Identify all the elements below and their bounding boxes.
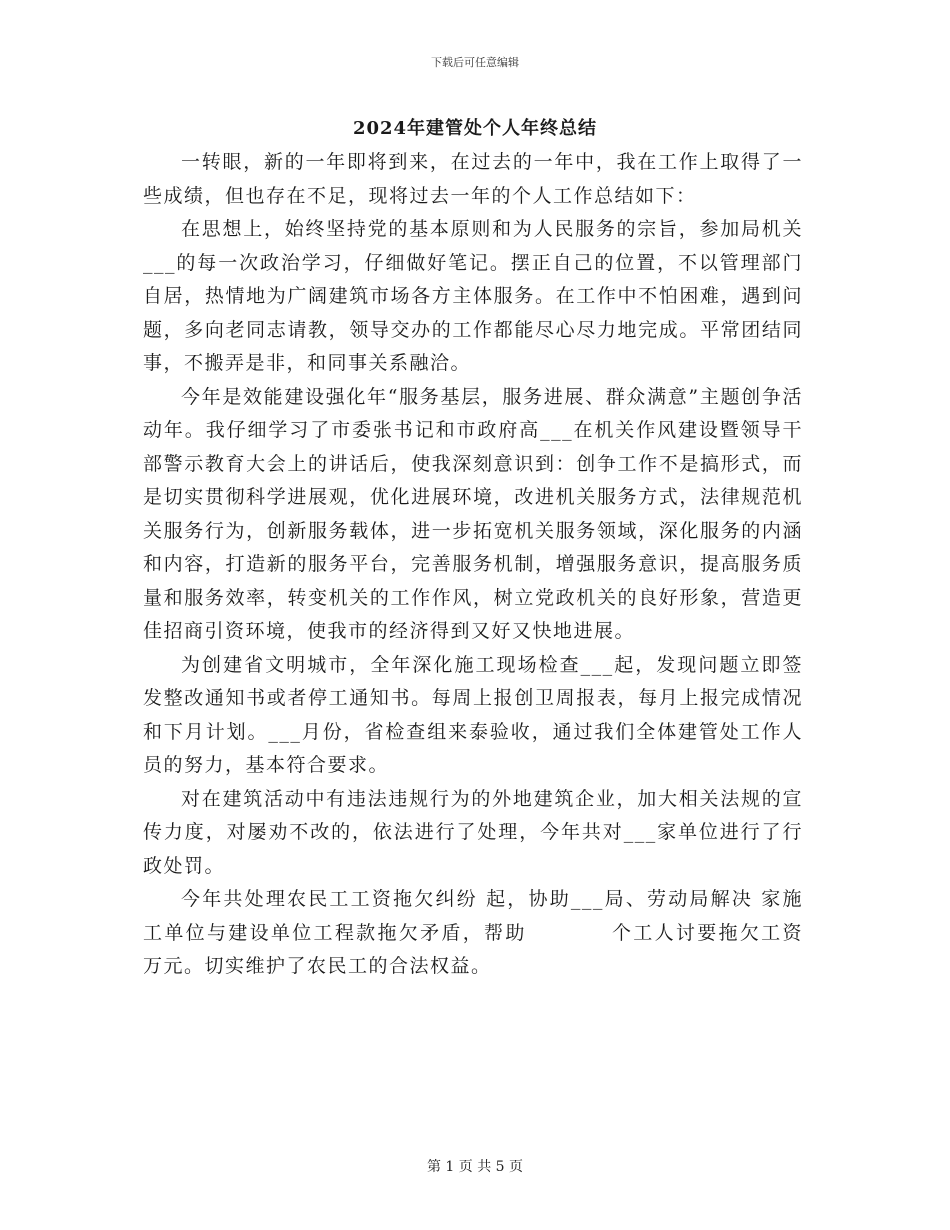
paragraph-enforcement: 对在建筑活动中有违法违规行为的外地建筑企业，加大相关法规的宣传力度，对屡劝不改的，依法进行了处理，今年共对___家单位进行了行政处罚。 bbox=[143, 787, 803, 877]
paragraph-efficiency-year: 今年是效能建设强化年“服务基层，服务进展、群众满意”主题创争活动年。我仔细学习了市委张书记和市政府高___在机关作风建设暨领导干部警示教育大会上的讲话后，使我深刻意识到：创争工作不是搞形式，而是切实贯彻科学进展观，优化进展环境，改进机关服务方式，法律规范机关服务行为，创新服务载体，进一步拓宽机关服务领域，深化服务的内涵和内容，打造新的服务平台，完善服务机制，增强服务意识，提高服务质量和服务效率，转变机关的工作作风，树立党政机关的良好形象，营造更佳招商引资环境，使我市的经济得到又好又快地进展。 bbox=[143, 385, 803, 642]
document-body bbox=[143, 146, 845, 984]
paragraph-wage-disputes: 今年共处理农民工工资拖欠纠纷 起，协助___局、劳动局解决 家施工单位与建设单位工程款拖欠矛盾，帮助 个工人讨要拖欠工资 万元。切实维护了农民工的合法权益。 bbox=[143, 888, 845, 977]
paragraph-ideology: 在思想上，始终坚持党的基本原则和为人民服务的宗旨，参加局机关___的每一次政治学习，仔细做好笔记。摆正自己的位置，不以管理部门自居，热情地为广阔建筑市场各方主体服务。在工作中不怕困难，遇到问题，多向老同志请教，领导交办的工作都能尽心尽力地完成。平常团结同事，不搬弄是非，和同事关系融洽。 bbox=[143, 218, 803, 374]
paragraph-intro: 一转眼，新的一年即将到来，在过去的一年中，我在工作上取得了一些成绩，但也存在不足，现将过去一年的个人工作总结如下： bbox=[143, 151, 803, 207]
download-note: 下载后可任意编辑 bbox=[431, 56, 519, 69]
page-number: 第 1 页 共 5 页 bbox=[426, 1159, 524, 1175]
document-title: 2024年建管处个人年终总结 bbox=[352, 118, 598, 139]
paragraph-civilized-city: 为创建省文明城市，全年深化施工现场检查___起，发现问题立即签发整改通知书或者停工通知书。每周上报创卫周报表，每月上报完成情况和下月计划。___月份，省检查组来泰验收，通过我们全体建管处工作人员的努力，基本符合要求。 bbox=[143, 653, 803, 776]
